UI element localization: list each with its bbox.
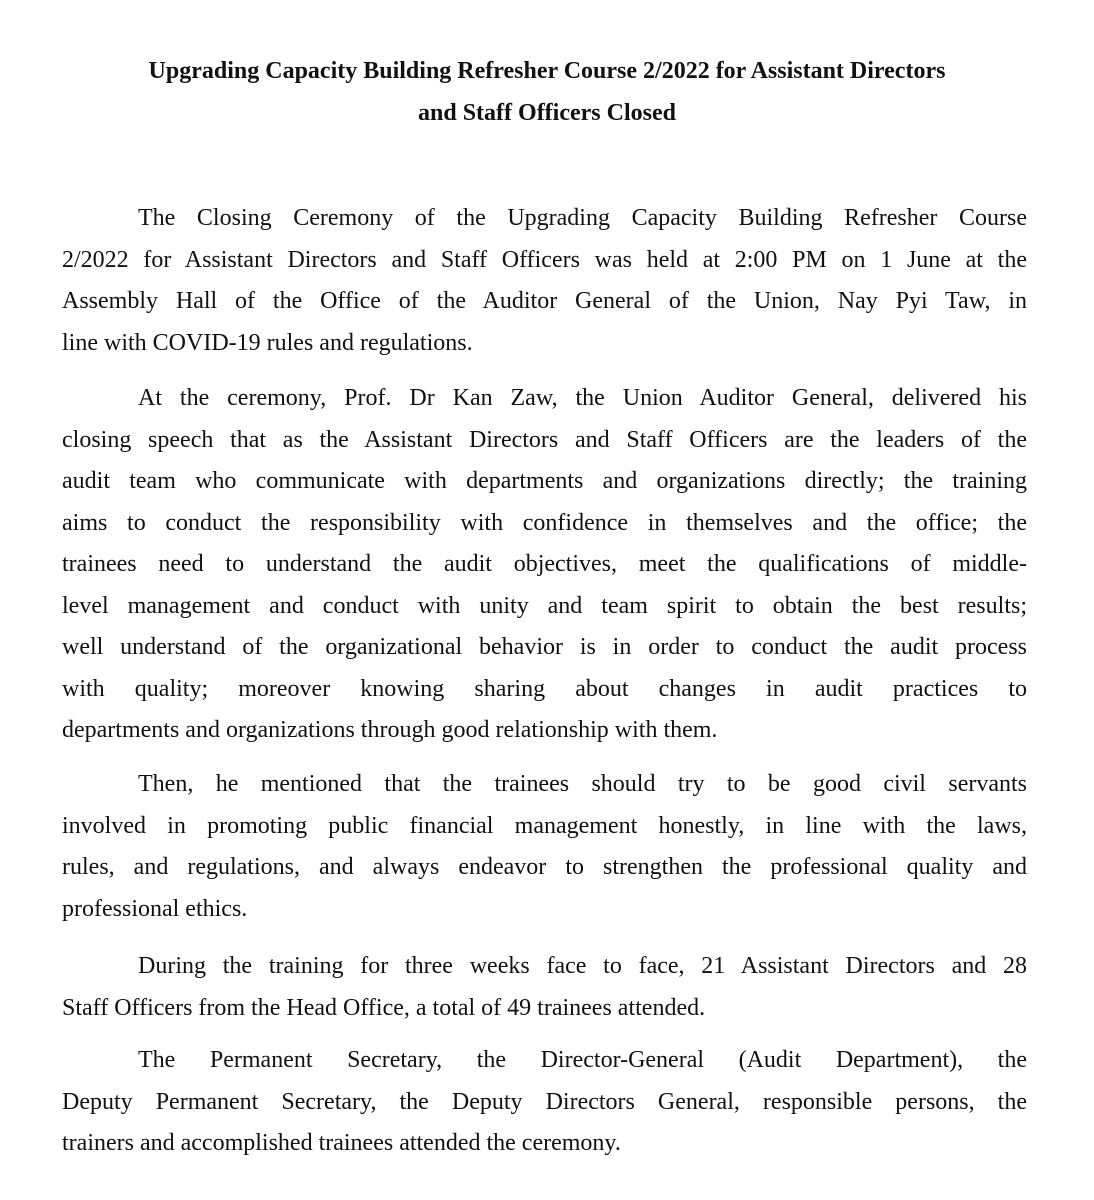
paragraph-line: level management and conduct with unity and team spirit to obtain the best results; xyxy=(62,592,1027,619)
paragraph-line: At the ceremony, Prof. Dr Kan Zaw, the Union Auditor General, delivered his xyxy=(138,385,1027,411)
paragraph-line: Assembly Hall of the Office of the Auditor General of the Union, Nay Pyi Taw, in xyxy=(62,288,1027,314)
paragraph-line: The Permanent Secretary, the Director-General (Audit Department), the xyxy=(138,1047,1027,1073)
paragraph-line: During the training for three weeks face to face, 21 Assistant Directors and 28 xyxy=(138,953,1027,979)
paragraph-line: aims to conduct the responsibility with confidence in themselves and the office; the xyxy=(62,509,1027,536)
paragraph-closing-ceremony xyxy=(62,198,1027,364)
paragraph-line: trainers and accomplished trainees attended the ceremony. xyxy=(62,1130,621,1156)
paragraph-civil-servants xyxy=(62,764,1027,930)
paragraph-line: line with COVID-19 rules and regulations. xyxy=(62,329,473,356)
paragraph-line: professional ethics. xyxy=(62,895,248,922)
paragraph-line: 2/2022 for Assistant Directors and Staff Officers was held at 2:00 PM on 1 June at the xyxy=(62,246,1027,273)
document-title xyxy=(0,50,1094,134)
paragraph-attendees xyxy=(62,1040,1027,1165)
title-line: Upgrading Capacity Building Refresher Course 2/2022 for Assistant Directors xyxy=(148,58,946,84)
paragraph-line: Deputy Permanent Secretary, the Deputy Directors General, responsible persons, the xyxy=(62,1088,1027,1115)
paragraph-line: involved in promoting public financial management honestly, in line with the laws, xyxy=(62,812,1027,839)
paragraph-line: Staff Officers from the Head Office, a total of 49 trainees attended. xyxy=(62,994,706,1021)
paragraph-line: The Closing Ceremony of the Upgrading Capacity Building Refresher Course xyxy=(138,205,1027,231)
paragraph-line: with quality; moreover knowing sharing about changes in audit practices to xyxy=(62,675,1027,702)
paragraph-line: closing speech that as the Assistant Directors and Staff Officers are the leaders of the xyxy=(62,426,1027,453)
paragraph-line: well understand of the organizational behavior is in order to conduct the audit process xyxy=(62,634,1027,660)
paragraph-trainees-attended xyxy=(62,946,1027,1029)
paragraph-line: departments and organizations through good relationship with them. xyxy=(62,717,718,743)
paragraph-line: audit team who communicate with departments and organizations directly; the training xyxy=(62,468,1027,494)
paragraph-line: rules, and regulations, and always endeavor to strengthen the professional quality and xyxy=(62,854,1027,880)
title-line: and Staff Officers Closed xyxy=(418,100,676,126)
paragraph-line: trainees need to understand the audit objectives, meet the qualifications of middle- xyxy=(62,551,1027,577)
paragraph-closing-speech xyxy=(62,378,1027,752)
paragraph-line: Then, he mentioned that the trainees should try to be good civil servants xyxy=(138,771,1027,797)
